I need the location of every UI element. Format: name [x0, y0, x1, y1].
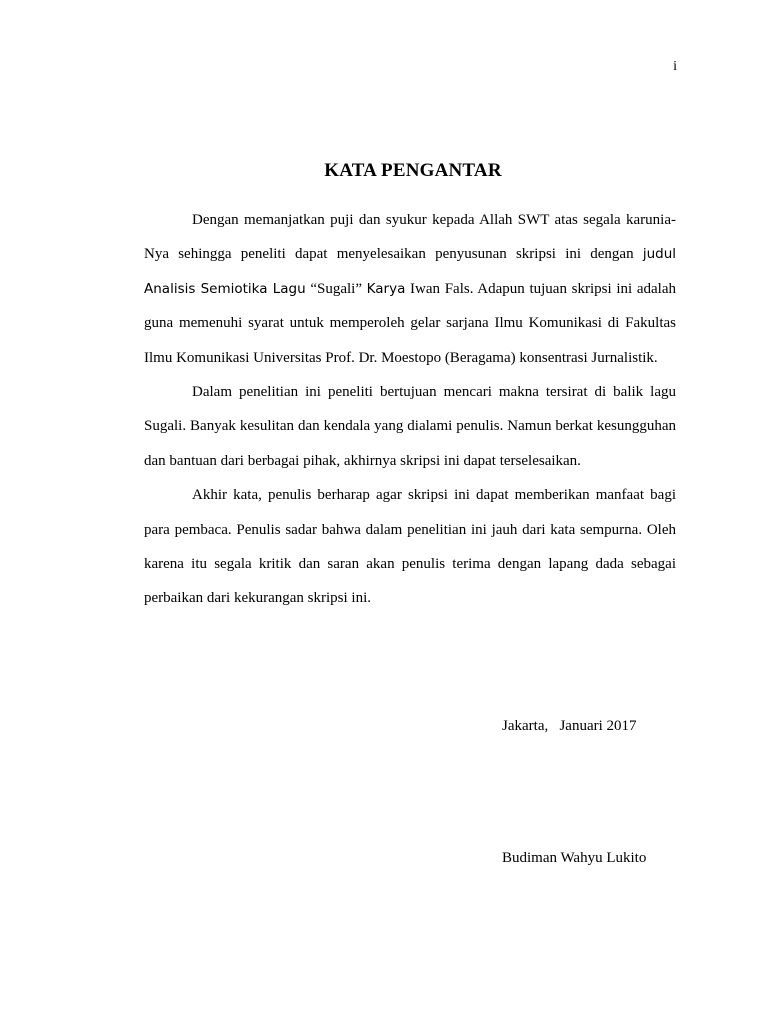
paragraph-1-sans-1: judul Analisis Semiotika Lagu [144, 246, 676, 297]
paragraph-3: Akhir kata, penulis berharap agar skripsi ini dapat memberikan manfaat bagi para pembaca. Penulis sadar bahwa dalam penelitian ini jauh dari kata sempurna. Oleh karena itu segala kritik dan saran akan penulis terima dengan lapang dada sebagai perbaikan dari kekurangan skripsi ini. [144, 487, 676, 607]
paragraph-1 [144, 203, 676, 375]
signer-name: Budiman Wahyu Lukito [502, 850, 647, 866]
page-title: KATA PENGANTAR [324, 160, 502, 181]
page-number: i [673, 59, 677, 74]
paragraph-1-part-2: “Sugali” [305, 280, 367, 297]
place-date: Jakarta, Januari 2017 [502, 718, 637, 734]
paragraph-2: Dalam penelitian ini peneliti bertujuan mencari makna tersirat di balik lagu Sugali. Banyak kesulitan dan kendala yang dialami penulis. Namun berkat kesungguhan dan bantuan dari berbagai pihak, akhirnya skripsi ini dapat terselesaikan. [144, 384, 676, 469]
paragraph-1-part-1: Dengan memanjatkan puji dan syukur kepada Allah SWT atas segala karunia-Nya sehingga peneliti dapat menyelesaikan penyusunan skripsi ini dengan [144, 212, 676, 263]
paragraph-1-sans-2: Karya [366, 280, 406, 297]
paragraph-1-part-3: Iwan Fals. Adapun tujuan skripsi ini adalah guna memenuhi syarat untuk memperoleh gelar sarjana Ilmu Komunikasi di Fakultas Ilmu Komunikasi Universitas Prof. Dr. Moestopo (Beragama) konsentrasi Jurnalistik. [144, 280, 676, 366]
body-text [144, 203, 676, 616]
